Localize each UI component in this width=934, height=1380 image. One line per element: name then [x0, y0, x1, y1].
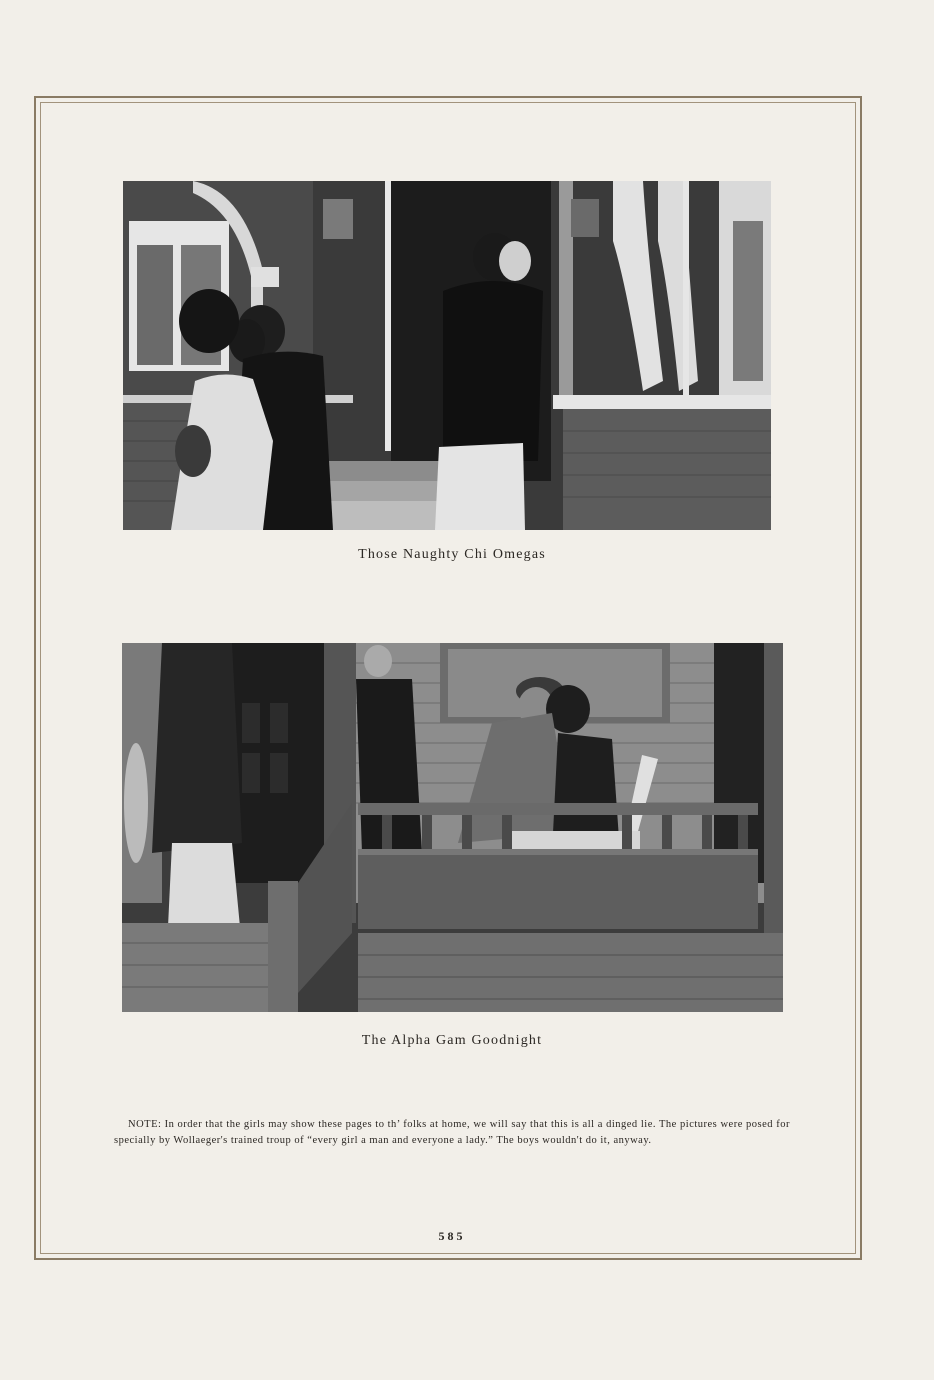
photo-chi-omegas-image [123, 181, 771, 530]
photo-chi-omegas [123, 181, 771, 530]
caption-photo1: Those Naughty Chi Omegas [358, 547, 546, 562]
photo-alpha-gam [122, 643, 783, 1012]
page-number: 585 [438, 1229, 466, 1243]
photo-alpha-gam-image [122, 643, 783, 1012]
caption-photo2: The Alpha Gam Goodnight [361, 1033, 543, 1048]
note-paragraph: NOTE: In order that the girls may show these pages to th’ folks at home, we will say that this is all a dinged lie. The pictures were posed for specially by Wollaeger's trained troup of “every girl a man and everyone a lady.” The boys wouldn't do it, anyway. [114, 1119, 790, 1146]
